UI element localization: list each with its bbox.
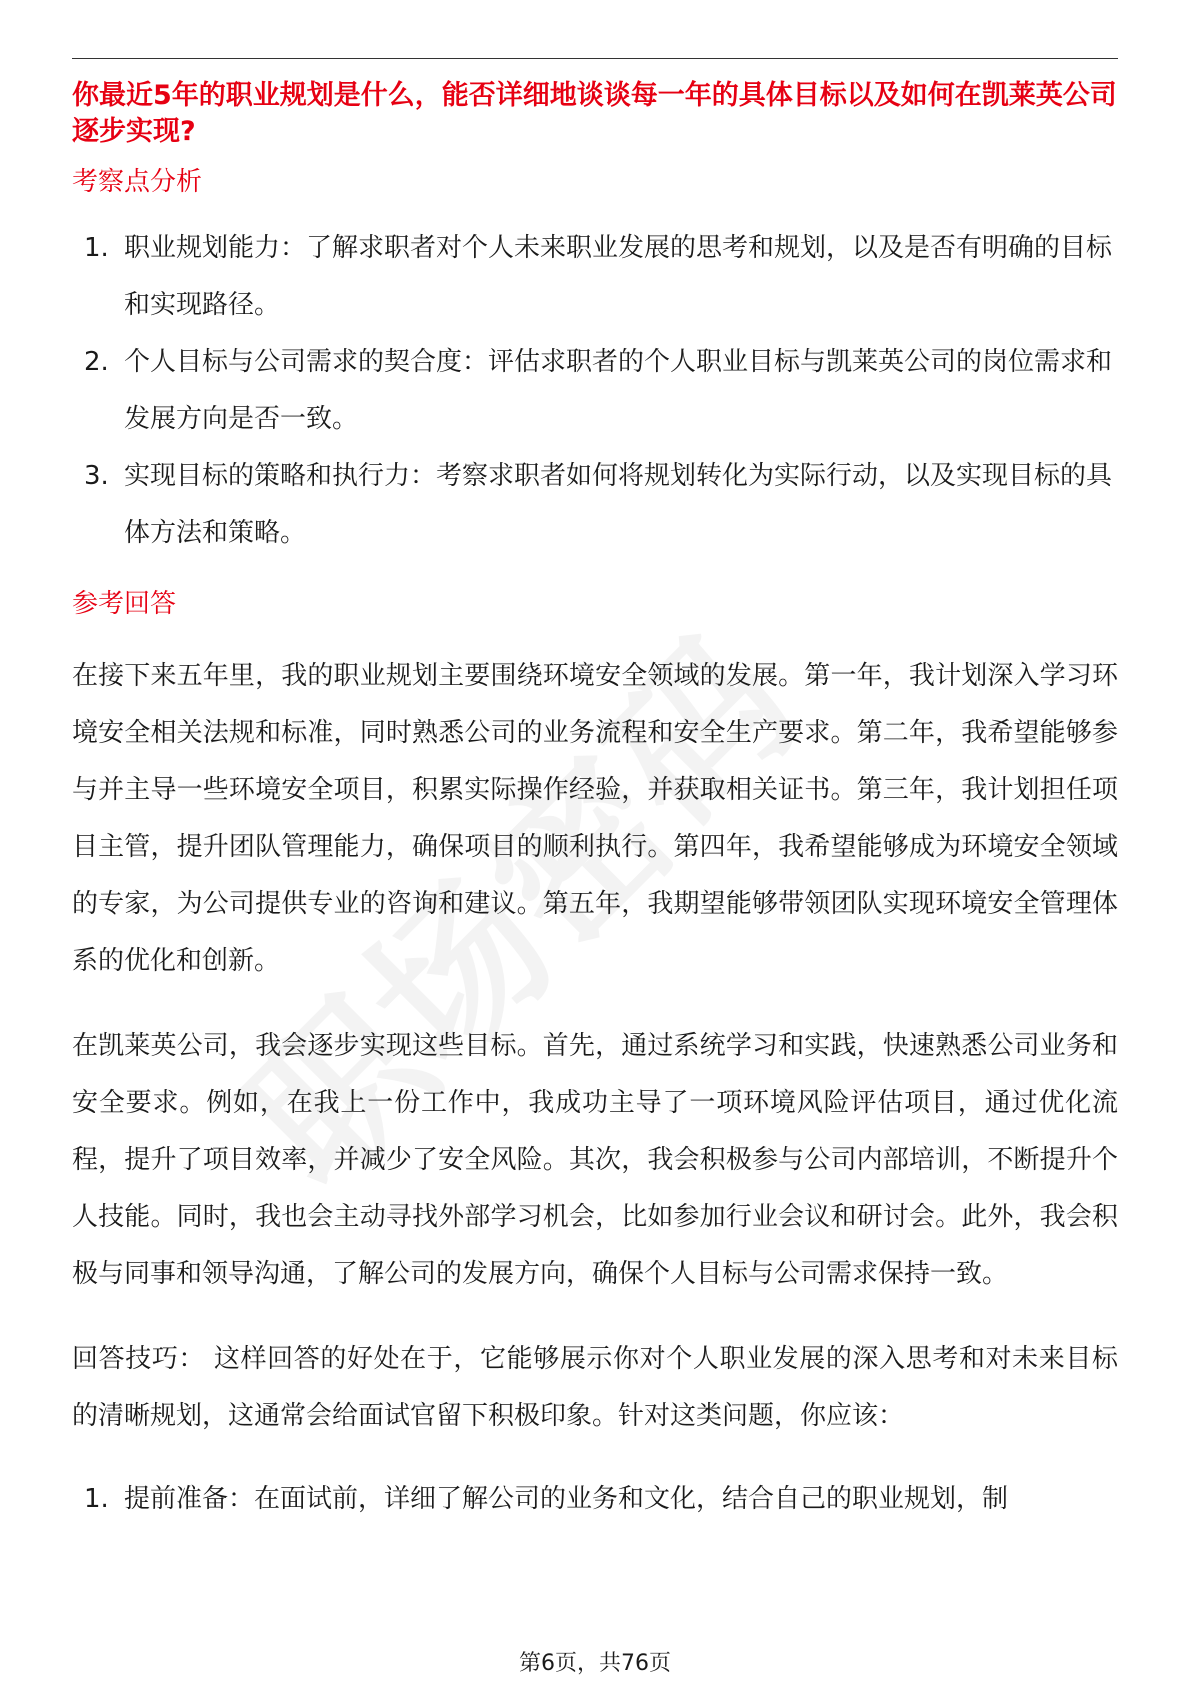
list-text: 职业规划能力：了解求职者对个人未来职业发展的思考和规划，以及是否有明确的目标和实现路径。 bbox=[124, 233, 1113, 320]
list-item bbox=[72, 448, 1118, 562]
answer-section-title: 参考回答 bbox=[72, 589, 177, 619]
list-text: 提前准备：在面试前，详细了解公司的业务和文化，结合自己的职业规划，制 bbox=[124, 1484, 1009, 1514]
answer-paragraph: 在接下来五年里，我的职业规划主要围绕环境安全领域的发展。第一年，我计划深入学习环境安全相关法规和标准，同时熟悉公司的业务流程和安全生产要求。第二年，我希望能够参与并主导一些环境安全项目，积累实际操作经验，并获取相关证书。第三年，我计划担任项目主管，提升团队管理能力，确保项目的顺利执行。第四年，我希望能够成为环境安全领域的专家，为公司提供专业的咨询和建议。第五年，我期望能够带领团队实现环境安全管理体系的优化和创新。 bbox=[72, 661, 1118, 976]
list-number: 1. bbox=[84, 1484, 109, 1514]
answer-tips-paragraph: 回答技巧： 这样回答的好处在于，它能够展示你对个人职业发展的深入思考和对未来目标的清晰规划，这通常会给面试官留下积极印象。针对这类问题，你应该： bbox=[72, 1344, 1118, 1431]
list-number: 1. bbox=[84, 233, 109, 263]
page-number-footer: 第6页，共76页 bbox=[519, 1651, 671, 1676]
list-text: 实现目标的策略和执行力：考察求职者如何将规划转化为实际行动，以及实现目标的具体方法和策略。 bbox=[124, 461, 1113, 548]
list-item bbox=[72, 1471, 1118, 1528]
list-item bbox=[72, 220, 1118, 334]
analysis-points-list bbox=[72, 220, 1118, 562]
page-content bbox=[72, 78, 1118, 1528]
analysis-section-title: 考察点分析 bbox=[72, 167, 203, 197]
tips-list bbox=[72, 1471, 1118, 1528]
list-item bbox=[72, 334, 1118, 448]
answer-paragraph: 在凯莱英公司，我会逐步实现这些目标。首先，通过系统学习和实践，快速熟悉公司业务和安全要求。例如，在我上一份工作中，我成功主导了一项环境风险评估项目，通过优化流程，提升了项目效率，并减少了安全风险。其次，我会积极参与公司内部培训，不断提升个人技能。同时，我也会主动寻找外部学习机会，比如参加行业会议和研讨会。此外，我会积极与同事和领导沟通，了解公司的发展方向，确保个人目标与公司需求保持一致。 bbox=[72, 1031, 1118, 1289]
list-number: 2. bbox=[84, 347, 109, 377]
list-number: 3. bbox=[84, 461, 109, 491]
question-heading: 你最近5年的职业规划是什么，能否详细地谈谈每一年的具体目标以及如何在凯莱英公司逐步实现? bbox=[72, 80, 1117, 147]
list-text: 个人目标与公司需求的契合度：评估求职者的个人职业目标与凯莱英公司的岗位需求和发展方向是否一致。 bbox=[124, 347, 1113, 434]
top-rule bbox=[72, 58, 1118, 59]
